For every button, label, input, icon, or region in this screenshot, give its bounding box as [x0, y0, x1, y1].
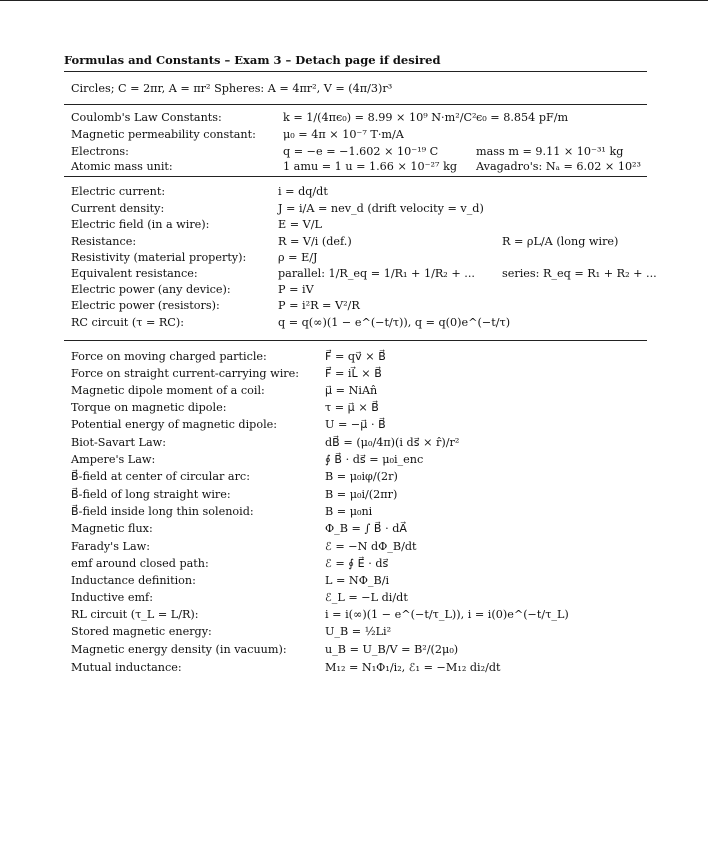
section-rule-2 [64, 176, 647, 177]
constant-value: μ₀ = 4π × 10⁻⁷ T·m/A [283, 128, 404, 141]
magnetism-label: Inductance definition: [71, 574, 196, 587]
circuit-label: Electric current: [71, 185, 166, 198]
circuit-label: Electric field (in a wire): [71, 218, 210, 231]
constant-extra: mass m = 9.11 × 10⁻³¹ kg [476, 145, 624, 158]
magnetism-label: Ampere's Law: [71, 453, 156, 466]
circuit-label: Resistivity (material property): [71, 251, 247, 264]
magnetism-value: ℰ = ∮ E⃗ · ds⃗ [325, 557, 389, 570]
magnetism-value: Φ_B = ∫ B⃗ · dA⃗ [325, 522, 408, 535]
circuit-value: P = iV [278, 283, 314, 296]
magnetism-label: B⃗-field of long straight wire: [71, 488, 231, 501]
circuit-value: P = i²R = V²/R [278, 299, 360, 312]
circuit-value: R = V/i (def.) [278, 235, 352, 248]
magnetism-label: Farady's Law: [71, 540, 150, 553]
magnetism-value: u_B = U_B/V = B²/(2μ₀) [325, 643, 459, 656]
magnetism-value: dB⃗ = (μ₀/4π)(i ds⃗ × r̂)/r² [325, 436, 460, 449]
magnetism-value: ∮ B⃗ · ds⃗ = μ₀i_enc [325, 453, 424, 466]
circuit-value: i = dq/dt [278, 185, 328, 198]
circuit-label: Electric power (resistors): [71, 299, 220, 312]
magnetism-label: emf around closed path: [71, 557, 209, 570]
magnetism-value: F⃗ = iL⃗ × B⃗ [325, 367, 382, 380]
circuit-label: Current density: [71, 202, 165, 215]
circuit-value: ρ = E/J [278, 251, 318, 264]
section-rule-3 [64, 340, 647, 341]
magnetism-value: ℰ_L = −L di/dt [325, 591, 408, 604]
magnetism-label: Magnetic energy density (in vacuum): [71, 643, 287, 656]
circuit-label: RC circuit (τ = RC): [71, 316, 184, 329]
magnetism-value: ℰ = −N dΦ_B/dt [325, 540, 417, 553]
magnetism-value: B = μ₀iφ/(2r) [325, 470, 398, 483]
circuit-value: E = V/L [278, 218, 322, 231]
circuit-value: q = q(∞)(1 − e^(−t/τ)), q = q(0)e^(−t/τ) [278, 316, 511, 329]
circuit-extra: R = ρL/A (long wire) [502, 235, 619, 248]
magnetism-value: μ⃗ = NiAn̂ [325, 384, 378, 397]
constant-label: Atomic mass unit: [71, 160, 173, 173]
magnetism-value: L = NΦ_B/i [325, 574, 390, 587]
constant-extra: ϵ₀ = 8.854 pF/m [476, 111, 569, 124]
magnetism-value: i = i(∞)(1 − e^(−t/τ_L)), i = i(0)e^(−t/τ_L) [325, 608, 569, 621]
magnetism-label: Stored magnetic energy: [71, 625, 212, 638]
magnetism-value: F⃗ = qv⃗ × B⃗ [325, 350, 386, 363]
constant-value: q = −e = −1.602 × 10⁻¹⁹ C [283, 145, 439, 158]
magnetism-label: Force on straight current-carrying wire: [71, 367, 300, 380]
top-border [0, 0, 708, 1]
constant-label: Coulomb's Law Constants: [71, 111, 222, 124]
magnetism-label: Magnetic flux: [71, 522, 153, 535]
magnetism-value: B = μ₀i/(2πr) [325, 488, 398, 501]
magnetism-label: Magnetic dipole moment of a coil: [71, 384, 265, 397]
circuit-value: J = i/A = nev_d (drift velocity = v_d) [278, 202, 484, 215]
magnetism-value: U_B = ½Li² [325, 625, 392, 638]
magnetism-label: Potential energy of magnetic dipole: [71, 418, 278, 431]
magnetism-label: RL circuit (τ_L = L/R): [71, 608, 199, 621]
circuit-label: Electric power (any device): [71, 283, 231, 296]
magnetism-label: Inductive emf: [71, 591, 153, 604]
magnetism-label: Mutual inductance: [71, 661, 182, 674]
magnetism-value: M₁₂ = N₁Φ₁/i₂, ℰ₁ = −M₁₂ di₂/dt [325, 661, 501, 674]
constant-value: 1 amu = 1 u = 1.66 × 10⁻²⁷ kg [283, 160, 458, 173]
magnetism-value: B = μ₀ni [325, 505, 373, 518]
magnetism-label: Force on moving charged particle: [71, 350, 267, 363]
magnetism-value: τ = μ⃗ × B⃗ [325, 401, 379, 414]
magnetism-label: Torque on magnetic dipole: [71, 401, 227, 414]
magnetism-label: Biot-Savart Law: [71, 436, 166, 449]
magnetism-label: B⃗-field at center of circular arc: [71, 470, 250, 483]
circuit-label: Equivalent resistance: [71, 267, 198, 280]
constant-extra: Avagadro's: Nₐ = 6.02 × 10²³ [476, 160, 642, 173]
constant-label: Magnetic permeability constant: [71, 128, 256, 141]
circuit-value: parallel: 1/R_eq = 1/R₁ + 1/R₂ + ... [278, 267, 475, 280]
magnetism-value: U = −μ⃗ · B⃗ [325, 418, 386, 431]
page-title: Formulas and Constants – Exam 3 – Detach page if desired [64, 53, 441, 67]
constant-label: Electrons: [71, 145, 129, 158]
constant-value: k = 1/(4πϵ₀) = 8.99 × 10⁹ N·m²/C² [283, 111, 477, 124]
circuit-extra: series: R_eq = R₁ + R₂ + ... [502, 267, 657, 280]
title-rule [64, 71, 647, 72]
circuit-label: Resistance: [71, 235, 137, 248]
magnetism-label: B⃗-field inside long thin solenoid: [71, 505, 254, 518]
section-rule-1 [64, 104, 647, 105]
geometry-row: Circles; C = 2πr, A = πr² Spheres: A = 4πr², V = (4π/3)r³ [71, 82, 393, 95]
